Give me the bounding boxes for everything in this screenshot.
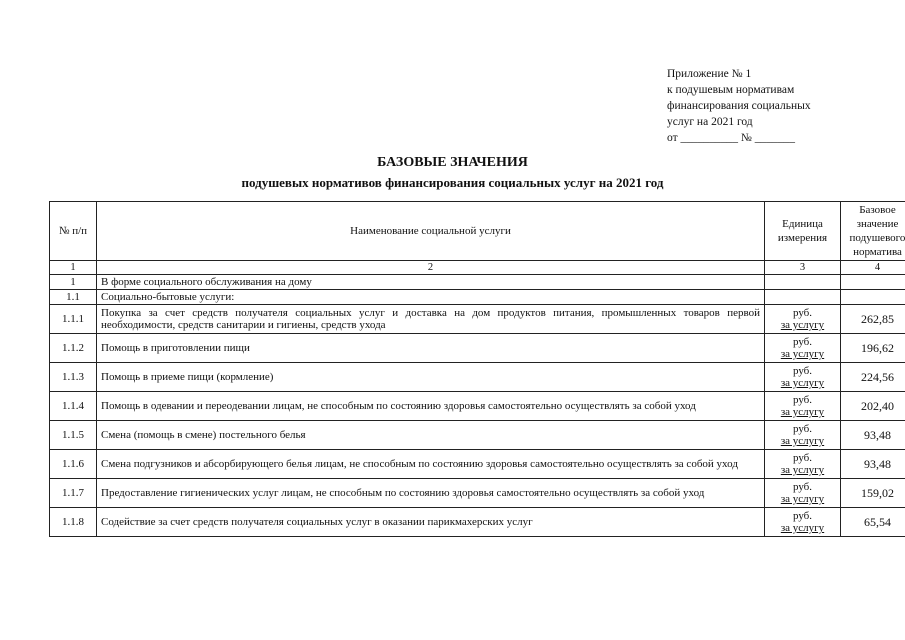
row-num: 1.1.6 [50, 450, 97, 479]
header-value-line: значение [856, 218, 899, 230]
row-unit [765, 479, 841, 508]
document-title: БАЗОВЫЕ ЗНАЧЕНИЯ [377, 155, 528, 170]
row-unit-line: руб. [792, 480, 813, 493]
row-unit-line: руб. [792, 393, 813, 406]
row-unit [765, 421, 841, 450]
empty-cell [841, 290, 905, 305]
header-unit-line: Единица [782, 218, 823, 230]
row-unit-line: за услугу [780, 348, 825, 360]
appendix-line: услуг на 2021 год [667, 116, 753, 128]
empty-cell [765, 290, 841, 305]
row-value: 224,56 [841, 363, 905, 392]
row-unit-line: руб. [792, 422, 813, 435]
appendix-date-number-line: от __________ № _______ [667, 132, 795, 144]
appendix-line: Приложение № 1 [667, 68, 752, 80]
section-name: Социально-бытовые услуги: [97, 290, 765, 305]
section-num: 1.1 [50, 290, 97, 305]
column-index: 3 [765, 261, 841, 275]
header-value-line: Базовое [859, 204, 896, 216]
table-row [50, 421, 905, 450]
row-unit-line: за услугу [780, 493, 825, 505]
row-unit-line: руб. [792, 335, 813, 348]
row-service-name: Предоставление гигиенических услуг лицам, не способным по состоянию здоровья самостоятельно осуществлять за собой уход [97, 479, 765, 508]
column-index: 4 [841, 261, 905, 275]
empty-cell [841, 275, 905, 290]
row-unit-line: руб. [792, 509, 813, 522]
row-unit-line: за услугу [780, 435, 825, 447]
row-unit-line: за услугу [780, 377, 825, 389]
services-table [49, 201, 905, 537]
appendix-line: финансирования социальных [667, 100, 811, 112]
row-num: 1.1.4 [50, 392, 97, 421]
table-row [50, 363, 905, 392]
row-unit [765, 363, 841, 392]
row-value: 159,02 [841, 479, 905, 508]
row-unit [765, 508, 841, 537]
header-value-line: норматива [853, 246, 902, 258]
row-unit-line: руб. [792, 364, 813, 377]
row-unit-line: за услугу [780, 464, 825, 476]
appendix-note [667, 66, 811, 146]
row-service-name: Помощь в приеме пищи (кормление) [97, 363, 765, 392]
row-service-name: Смена (помощь в смене) постельного белья [97, 421, 765, 450]
section-row [50, 275, 905, 290]
table-row [50, 334, 905, 363]
row-unit-line: за услугу [780, 319, 825, 331]
table-row [50, 392, 905, 421]
row-num: 1.1.1 [50, 305, 97, 334]
row-unit-line: за услугу [780, 522, 825, 534]
row-value: 65,54 [841, 508, 905, 537]
appendix-line: к подушевым нормативам [667, 84, 795, 96]
row-value: 196,62 [841, 334, 905, 363]
empty-cell [765, 275, 841, 290]
table-header-row [50, 202, 905, 261]
table-row [50, 450, 905, 479]
row-value: 262,85 [841, 305, 905, 334]
row-unit [765, 392, 841, 421]
row-unit-line: за услугу [780, 406, 825, 418]
row-num: 1.1.3 [50, 363, 97, 392]
header-value-line: подушевого [849, 232, 905, 244]
table-row [50, 508, 905, 537]
column-index: 2 [97, 261, 765, 275]
row-value: 93,48 [841, 421, 905, 450]
column-index: 1 [50, 261, 97, 275]
row-unit [765, 450, 841, 479]
header-unit-line: измерения [777, 232, 828, 244]
header-value [841, 202, 905, 261]
row-service-name: Помощь в одевании и переодевании лицам, не способным по состоянию здоровья самостоятельно осуществлять за собой уход [97, 392, 765, 421]
section-row [50, 290, 905, 305]
header-num: № п/п [50, 202, 97, 261]
row-value: 93,48 [841, 450, 905, 479]
row-num: 1.1.2 [50, 334, 97, 363]
document-subtitle: подушевых нормативов финансирования социальных услуг на 2021 год [241, 175, 664, 190]
table-row [50, 305, 905, 334]
row-unit [765, 334, 841, 363]
section-num: 1 [50, 275, 97, 290]
row-num: 1.1.8 [50, 508, 97, 537]
row-unit-line: руб. [792, 306, 813, 319]
row-service-name: Смена подгузников и абсорбирующего белья лицам, не способным по состоянию здоровья самостоятельно осуществлять за собой уход [97, 450, 765, 479]
section-name: В форме социального обслуживания на дому [97, 275, 765, 290]
header-unit [765, 202, 841, 261]
row-service-name: Помощь в приготовлении пищи [97, 334, 765, 363]
row-service-name: Содействие за счет средств получателя социальных услуг в оказании парикмахерских услуг [97, 508, 765, 537]
header-name: Наименование социальной услуги [97, 202, 765, 261]
table-row [50, 479, 905, 508]
row-unit [765, 305, 841, 334]
row-num: 1.1.5 [50, 421, 97, 450]
row-service-name: Покупка за счет средств получателя социальных услуг и доставка на дом продуктов питания, промышленных товаров первой необходимости, средств санитарии и гигиены, средств ухода [97, 305, 765, 334]
row-num: 1.1.7 [50, 479, 97, 508]
row-value: 202,40 [841, 392, 905, 421]
row-unit-line: руб. [792, 451, 813, 464]
column-index-row [50, 261, 905, 275]
